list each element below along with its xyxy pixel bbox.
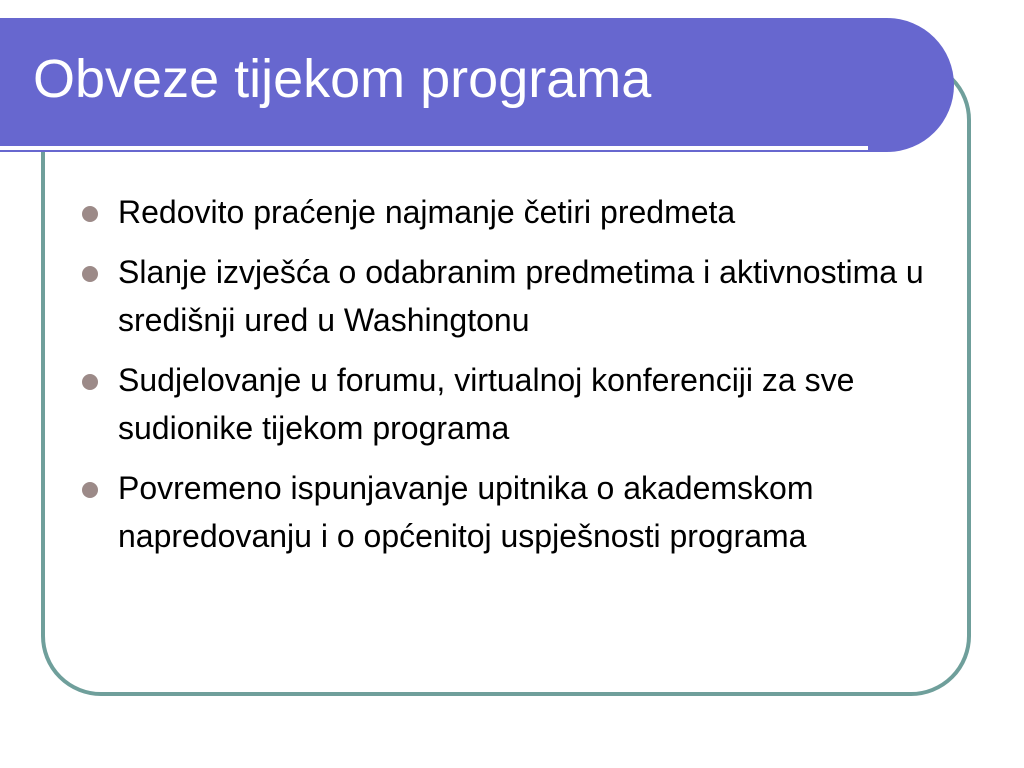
slide-title: Obveze tijekom programa xyxy=(33,49,652,109)
bullet-dot-icon xyxy=(82,206,98,222)
bullet-item xyxy=(82,464,942,560)
bullet-text: Slanje izvješća o odabranim predmetima i aktivnostima u središnji ured u Washingtonu xyxy=(118,254,924,338)
bullet-dot-icon xyxy=(82,482,98,498)
bullet-dot-icon xyxy=(82,266,98,282)
title-underline xyxy=(0,146,868,150)
bullet-text: Povremeno ispunjavanje upitnika o akademskom napredovanju i o općenitoj uspješnosti programa xyxy=(118,470,814,554)
bullet-item xyxy=(82,188,942,236)
bullet-list xyxy=(82,188,942,572)
bullet-item xyxy=(82,248,942,344)
bullet-text: Sudjelovanje u forumu, virtualnoj konferenciji za sve sudionike tijekom programa xyxy=(118,362,855,446)
bullet-dot-icon xyxy=(82,374,98,390)
bullet-item xyxy=(82,356,942,452)
bullet-text: Redovito praćenje najmanje četiri predmeta xyxy=(118,194,736,230)
